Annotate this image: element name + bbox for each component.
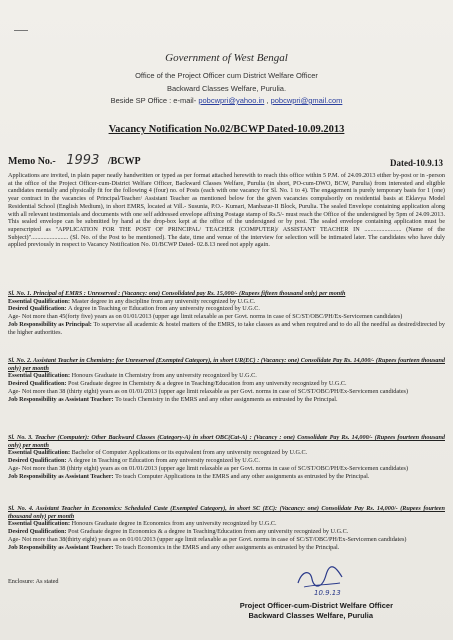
item-text: Post Graduate degree in Chemistry & a degree in Teaching/Education from any university recognized by U.G.C. (68, 380, 347, 388)
item-label: Desired Qualification: (8, 305, 69, 313)
item-text: Age- Not more than 38(thirty eight) years as on 01/01/2013 (upper age limit relaxable as per Govt. norms in case of SC/ST/OBC/PH/Ex-Servicemen candidates) (8, 535, 407, 543)
item-label: Desired Qualification: (8, 457, 69, 465)
email-separator: , (266, 96, 271, 105)
item-label: Essential Qualification: (8, 449, 72, 457)
enclosure-line: Enclosure: As stated (8, 578, 59, 585)
memo-ref: /BCWP (107, 156, 141, 167)
signatory-designation: Project Officer-cum-District Welfare Officer (239, 601, 393, 610)
item-label: Job Responsibility as Assistant Teacher: (8, 395, 116, 403)
email-link-1[interactable]: pobcwpri@yahoo.in (198, 96, 265, 105)
section-4 (8, 505, 445, 551)
handwritten-signature (292, 561, 352, 597)
signatory-department: Backward Classes Welfare, Purulia (248, 611, 373, 620)
item-label: Desired Qualification: (8, 380, 69, 388)
government-heading: Government of West Bengal (165, 52, 288, 64)
intro-paragraph: Applications are invited, in plain paper neatly handwritten or typed as per format attached herewith to reach this office within 5 P.M. of 24.09.2013 either by-post or in -person at the office of the Project Officer-cum-District Welfare Officer, Backward Classes Welfare, Purulia (in short, PO-cum-DWO, BCW, Purulia) from interested and eligible candidates mentally and physically fit for the following 4 (four) no. of Posts (each with one vacancy for Sl. No. 1 to 4). The engagement is purely temporary basis for 1 (one) year contract in the vacancies of Principal/Teacher/ Assistant Teacher as mentioned below for the given vacancies compulsorily on residential basis at Eklavya Model Residential School (English Medium), in short EMRS, located at Vill.- Susunia, P.O.- Kumari, Manbazar-II Block, Purulia. The sealed Envelope containing application along with all relevant testimonials and documents with one self addressed envelope affixing Postage stamp of Rs.5/- must reach the Office of the undersigned by 5pm of 24.09.2013. This sealed envelope can be submitted by hand at the drop-box kept at the office of the undersigned or by post. The sealed envelope containing application must be superscripted as "APPLICATION FOR THE POST OF PRINCIPAL/ TEACHER (COMPUTER)/ ASSISTANT TEACHER IN ........................ (Name of the Subject)"........................ (Sl. No. of the Post to be mentioned). The date, time and venue of the interview for selection will be intimated later. The candidates who have duly applied previously in respect to Vacancy Notification No. 01/BCWP Dated- 02.8.13 need not apply again. (8, 172, 445, 249)
item-text: Bachelor of Computer Applications or its equivalent from any university recognized by U.G.C. (71, 449, 308, 457)
item-label: Essential Qualification: (8, 520, 72, 528)
item-text: Age- Not more than 45(forty five) years as on 01/01/2013 (upper age limit relaxable as per Govt. norms in case of SC/ST/OBC/PH/Ex-Servicemen candidates) (8, 313, 403, 321)
section-2 (8, 357, 445, 403)
address-prefix: Beside SP Office : e-mail- (110, 96, 197, 105)
section-1 (8, 290, 445, 336)
item-text: Honours Graduate in Chemistry from any university recognized by U.G.C. (71, 372, 257, 380)
memo-date: Dated-10.9.13 (390, 158, 443, 168)
section-heading: Sl. No. 2. Assistant Teacher in Chemistry: for Unreserved (Exempted Category), in short UR(EC) : (Vacancy: one) Consolidate Pay Rs. 14,000/- (Rupees fourteen thousand only) per month (8, 357, 445, 372)
section-heading: Sl. No. 4. Assistant Teacher in Economics: Scheduled Caste (Exempted Category), in short SC (EC): (Vacancy: one) Consolidate Pay Rs. 14,000/- (Rupees fourteen thousand only) per month (8, 505, 445, 520)
section-3 (8, 434, 445, 480)
item-text: To teach Economics in the EMRS and any other assignments as entrusted by the Principal. (115, 543, 340, 551)
item-text: To teach Chemistry in the EMRS and any other assignments as entrusted by the Principal. (115, 395, 338, 403)
item-text: To supervise all academic & hostel matters of the EMRS, to take classes as and when required and to do all the needful as desired/directed by the higher authorities. (8, 320, 445, 336)
item-label: Desired Qualification: (8, 528, 69, 536)
item-text: Age- Not more than 38 (thirty eight) years as on 01/01/2013 (upper age limit relaxable as per Govt. norms in case of SC/ST/OBC/PH/Ex-Servicemen candidates) (8, 387, 409, 395)
item-label: Job Responsibility as Assistant Teacher: (8, 472, 116, 480)
notification-title: Vacancy Notification No.02/BCWP Dated-10.09.2013 (108, 124, 345, 135)
department-line: Backward Classes Welfare, Purulia. (166, 84, 287, 93)
item-text: Honours Graduate degree in Economics from any university recognized by U.G.C. (71, 520, 277, 528)
memo-label: Memo No.- (8, 156, 56, 167)
item-text: A degree in Teaching or Education from any university recognized by U.G.C. (68, 305, 260, 313)
memo-number-handwritten: 1993 (66, 153, 100, 168)
item-label: Essential Qualification: (8, 297, 72, 305)
item-label: Job Responsibility as Principal: (8, 320, 94, 328)
item-label: Essential Qualification: (8, 372, 72, 380)
office-line: Office of the Project Officer cum District Welfare Officer (135, 71, 318, 80)
item-text: Age- Not more than 38 (thirty eight) years as on 01/01/2013 (upper age limit relaxable as per Govt. norms in case of SC/ST/OBC/PH/Ex-Servicemen candidates) (8, 464, 409, 472)
item-text: Post Graduate degree in Economics & a degree in Teaching/Education from any university recognized by U.G.C. (68, 528, 349, 536)
item-text: A degree in Teaching or Education from any university recognized by U.G.C. (68, 457, 260, 465)
signature-date: 10.9.13 (314, 589, 341, 597)
section-heading: Sl. No. 1. Principal of EMRS : Unreserved : (Vacancy: one) Consolidated pay Rs. 15,000/- (Rupees fifteen thousand only) per month (8, 290, 346, 297)
item-text: To teach Computer Applications in the EMRS and any other assignments as entrusted by the Principal. (115, 472, 370, 480)
signature-scribble-icon (292, 561, 352, 597)
address-email-line (0, 96, 453, 105)
memo-line (8, 153, 141, 168)
section-heading: Sl. No. 3. Teacher (Computer): Other Backward Classes (Category-A) in short OBC(Cat-A) : (Vacancy : one) Consolidate Pay Rs. 14,000/- (Rupees fourteen thousand only) per month (8, 434, 445, 449)
email-link-2[interactable]: pobcwpri@gmail.com (270, 96, 343, 105)
item-text: Master degree in any discipline from any university recognized by U.G.C. (71, 297, 256, 305)
scan-mark (14, 30, 28, 31)
item-label: Job Responsibility as Assistant Teacher: (8, 543, 116, 551)
